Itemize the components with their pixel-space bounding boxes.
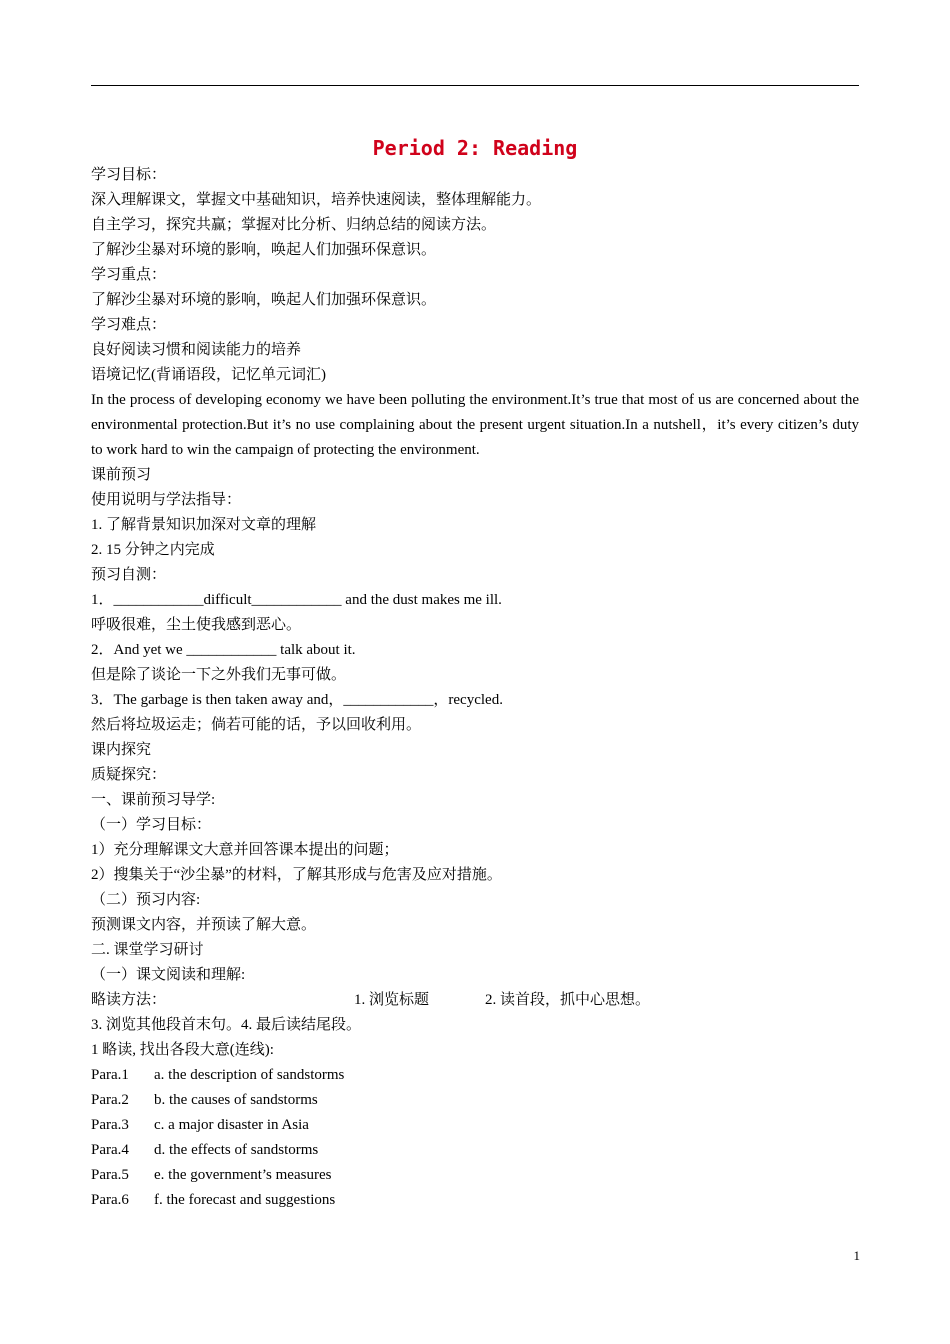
exercise-sentence: 2．And yet we ____________ talk about it.: [91, 642, 356, 658]
exercise-translation: 然后将垃圾运走；倘若可能的话，予以回收利用。: [91, 717, 422, 733]
match-desc: b. the causes of sandstorms: [154, 1092, 318, 1108]
text-line: 2. 15 分钟之内完成: [91, 542, 215, 558]
text-line: 课内探究: [91, 742, 152, 758]
text-line: 2）搜集关于“沙尘暴”的材料，了解其形成与危害及应对措施。: [91, 867, 502, 883]
text-line: 深入理解课文，掌握文中基础知识，培养快速阅读，整体理解能力。: [91, 192, 542, 208]
text-line: 自主学习，探究共赢；掌握对比分析、归纳总结的阅读方法。: [91, 217, 497, 233]
match-para: Para.1: [91, 1067, 129, 1083]
text-line: 1. 了解背景知识加深对文章的理解: [91, 517, 317, 533]
exercise-sentence: 3．The garbage is then taken away and，____________，recycled.: [91, 692, 503, 708]
match-para: Para.6: [91, 1192, 129, 1208]
match-desc: d. the effects of sandstorms: [154, 1142, 319, 1158]
match-row: [91, 1188, 859, 1213]
match-desc: f. the forecast and suggestions: [154, 1192, 336, 1208]
match-row: [91, 1138, 859, 1163]
header-rule: [91, 85, 859, 86]
match-desc: a. the description of sandstorms: [154, 1067, 345, 1083]
text-line: （二）预习内容:: [91, 892, 201, 908]
text-line: 预习自测：: [91, 567, 167, 583]
text-line: 了解沙尘暴对环境的影响，唤起人们加强环保意识。: [91, 292, 437, 308]
method-step-2: 2. 读首段，抓中心思想。: [485, 992, 651, 1008]
text-line: 课前预习: [91, 467, 152, 483]
text-line: 学习目标：: [91, 167, 167, 183]
match-row: [91, 1113, 859, 1138]
text-line: （一）课文阅读和理解:: [91, 967, 246, 983]
method-label: 略读方法：: [91, 992, 167, 1008]
match-title: 1 略读, 找出各段大意(连线):: [91, 1042, 274, 1058]
reading-method-line: [91, 988, 859, 1013]
match-para: Para.4: [91, 1142, 129, 1158]
text-line: （一）学习目标：: [91, 817, 212, 833]
exercise-sentence: 1．____________difficult____________ and the dust makes me ill.: [91, 592, 502, 608]
exercise-translation: 呼吸很难，尘土使我感到恶心。: [91, 617, 302, 633]
text-line: 良好阅读习惯和阅读能力的培养: [91, 342, 302, 358]
memory-paragraph: In the process of developing economy we have been polluting the environment.It’s true that most of us are concerned about the environmental protection.But it’s no use complaining about the present urgent situation.In a nutshell，it’s every citizen’s duty to work hard to win the campaign of protecting the environment.: [91, 392, 859, 458]
text-line: 1）充分理解课文大意并回答课本提出的问题；: [91, 842, 399, 858]
reading-method-line-2: 3. 浏览其他段首末句。4. 最后读结尾段。: [91, 1017, 362, 1033]
text-line: 预测课文内容，并预读了解大意。: [91, 917, 317, 933]
match-para: Para.5: [91, 1167, 129, 1183]
match-para: Para.3: [91, 1117, 129, 1133]
document-body: [91, 163, 859, 1213]
match-para: Para.2: [91, 1092, 129, 1108]
match-desc: c. a major disaster in Asia: [154, 1117, 309, 1133]
text-line: 学习难点：: [91, 317, 167, 333]
text-line: 一、课前预习导学:: [91, 792, 216, 808]
text-line: 了解沙尘暴对环境的影响，唤起人们加强环保意识。: [91, 242, 437, 258]
match-row: [91, 1063, 859, 1088]
text-line: 质疑探究：: [91, 767, 167, 783]
method-step-1: 1. 浏览标题: [354, 992, 430, 1008]
match-row: [91, 1088, 859, 1113]
text-line: 二. 课堂学习研讨: [91, 942, 204, 958]
text-line: 学习重点：: [91, 267, 167, 283]
match-row: [91, 1163, 859, 1188]
page-title: Period 2: Reading: [372, 136, 578, 160]
exercise-translation: 但是除了谈论一下之外我们无事可做。: [91, 667, 347, 683]
page-number: 1: [853, 1248, 860, 1263]
match-desc: e. the government’s measures: [154, 1167, 332, 1183]
text-line: 语境记忆(背诵语段，记忆单元词汇): [91, 367, 326, 383]
text-line: 使用说明与学法指导：: [91, 492, 242, 508]
